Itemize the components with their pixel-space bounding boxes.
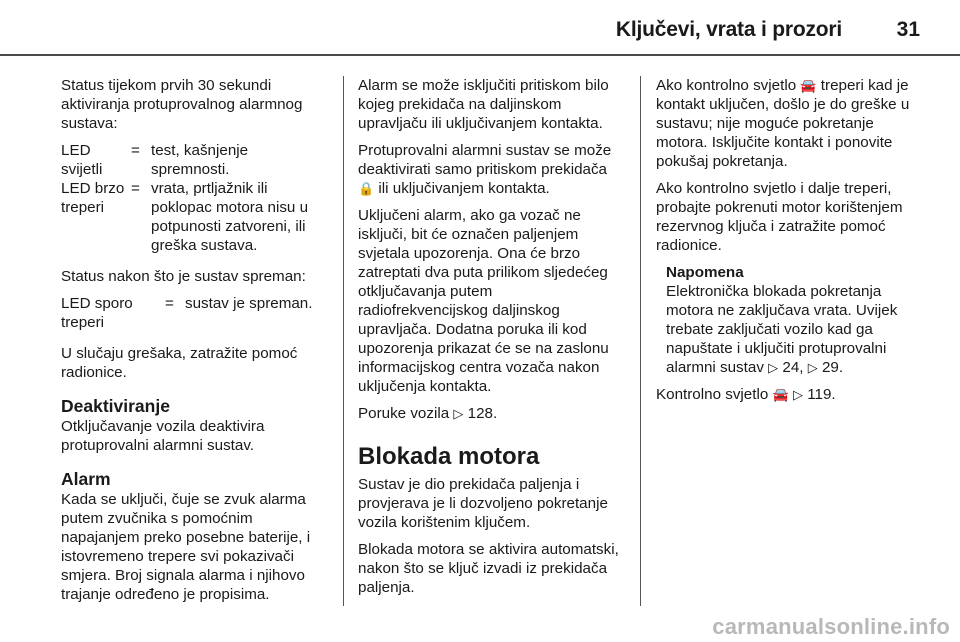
definition-equals: = <box>131 142 140 159</box>
control-light-ref-page[interactable]: 119. <box>807 386 836 403</box>
error-text: U slučaju grešaka, zatražite pomoć radionice. <box>61 345 298 381</box>
control-light-text <box>656 76 926 171</box>
page-ref-icon: ▷ <box>768 360 779 375</box>
control-light-ref-label: Kontrolno svjetlo <box>656 386 769 403</box>
page-ref-icon: ▷ <box>807 360 818 375</box>
deactivation-text: Otključavanje vozila deaktivira protuprovalni alarmni sustav. <box>61 418 265 454</box>
alarm-deactivate-text-b: ili uključivanjem kontakta. <box>378 180 550 197</box>
watermark: carmanualsonline.info <box>712 614 950 639</box>
spacer <box>61 332 329 344</box>
definition-desc: vrata, prtljažnik ili poklopac motora nisu u potpunosti zatvoreni, ili greška sustava. <box>151 180 309 254</box>
page-header <box>0 0 960 54</box>
page-ref-icon: ▷ <box>453 406 464 421</box>
definition-row <box>61 294 329 332</box>
vehicle-messages-page[interactable]: 128. <box>467 405 498 422</box>
alarm-deactivate-text <box>358 141 626 198</box>
lock-icon: 🔒 <box>358 181 375 196</box>
control-light-text-b: treperi kad je kontakt uključen, došlo je do greške u sustavu; nije moguće pokretanje motora. Isključite kontakt i ponovite pokušaj pokretanja. <box>656 77 910 170</box>
immobiliser-heading: Blokada motora <box>358 443 540 470</box>
intro-text: Status tijekom prvih 30 sekundi aktiviranja protuprovalnog alarmnog sustava: <box>61 77 303 132</box>
control-light-ref <box>656 385 926 404</box>
note-box <box>666 263 926 377</box>
column-divider <box>640 76 641 606</box>
note-ref-2[interactable]: 29. <box>821 359 844 376</box>
definition-equals: = <box>165 295 174 312</box>
column-divider <box>343 76 344 606</box>
definition-row <box>61 141 329 179</box>
definition-equals: = <box>131 180 140 197</box>
page-number: 31 <box>896 18 920 41</box>
definition-desc: test, kašnjenje spremnosti. <box>151 142 249 178</box>
alarm-text: Kada se uključi, čuje se zvuk alarma putem zvučnika s pomoćnim napajanjem preko posebne baterije, i istovremeno trepere svi pokazivači smjera. Broj signala alarma i njihovo trajanje određeno je propisima. <box>61 491 311 603</box>
header-rule <box>0 54 960 56</box>
definition-term: LED sporo treperi <box>61 295 133 331</box>
definition-term: LED brzo treperi <box>61 180 125 216</box>
column-2 <box>358 76 626 605</box>
column-1 <box>61 76 329 612</box>
deactivation-heading: Deaktiviranje <box>61 396 170 416</box>
immobiliser-icon: 🚘 <box>800 78 817 93</box>
note-body: Elektronička blokada pokretanja motora ne zaključava vrata. Uvijek trebate zaključati vozilo kad ga napuštate i uključiti protuprovalni alarmni sustav <box>666 283 898 376</box>
note-ref-1[interactable]: 24, <box>782 359 804 376</box>
definition-desc: sustav je spreman. <box>185 295 313 312</box>
immobiliser-icon: 🚘 <box>772 387 789 402</box>
alarm-deactivate-text-a: Protuprovalni alarmni sustav se može deaktivirati samo pritiskom prekidača <box>358 142 612 178</box>
chapter-title: Ključevi, vrata i prozori <box>615 18 842 41</box>
immobiliser-text: Sustav je dio prekidača paljenja i provjerava je li dozvoljeno pokretanje vozila korištenim ključem. <box>358 476 608 531</box>
alarm-heading: Alarm <box>61 469 111 489</box>
spare-key-text: Ako kontrolno svjetlo i dalje treperi, probajte pokrenuti motor korištenjem rezervnog ključa i zatražite pomoć radionice. <box>656 180 903 254</box>
status-after-text: Status nakon što je sustav spreman: <box>61 268 306 285</box>
note-title: Napomena <box>666 264 744 281</box>
definition-term: LED svijetli <box>61 142 103 178</box>
control-light-text-a: Ako kontrolno svjetlo <box>656 77 797 94</box>
page-ref-icon: ▷ <box>792 387 803 402</box>
definition-row <box>61 179 329 255</box>
spacer <box>61 255 329 267</box>
column-3 <box>656 76 926 412</box>
note-text <box>666 282 926 377</box>
vehicle-messages-label: Poruke vozila <box>358 405 450 422</box>
immobiliser-activation-text: Blokada motora se aktivira automatski, nakon što se ključ izvadi iz prekidača paljenja. <box>358 541 619 596</box>
alarm-off-text: Alarm se može isključiti pritiskom bilo kojeg prekidača na daljinskom upravljaču ili uključivanjem kontakta. <box>358 77 609 132</box>
alarm-indication-text: Uključeni alarm, ako ga vozač ne isključi, bit će označen paljenjem svjetala upozorenja. Ona će brzo zatreptati dva puta prilikom sljedećeg otključavanja putem radiofrekvencijskog daljinskog upravljača. Dodatna poruka ili kod upozorenja prikazat će se na zaslonu informacijskog centra vozača nakon uključenja kontakta. <box>358 207 609 395</box>
vehicle-messages-ref <box>358 404 626 423</box>
